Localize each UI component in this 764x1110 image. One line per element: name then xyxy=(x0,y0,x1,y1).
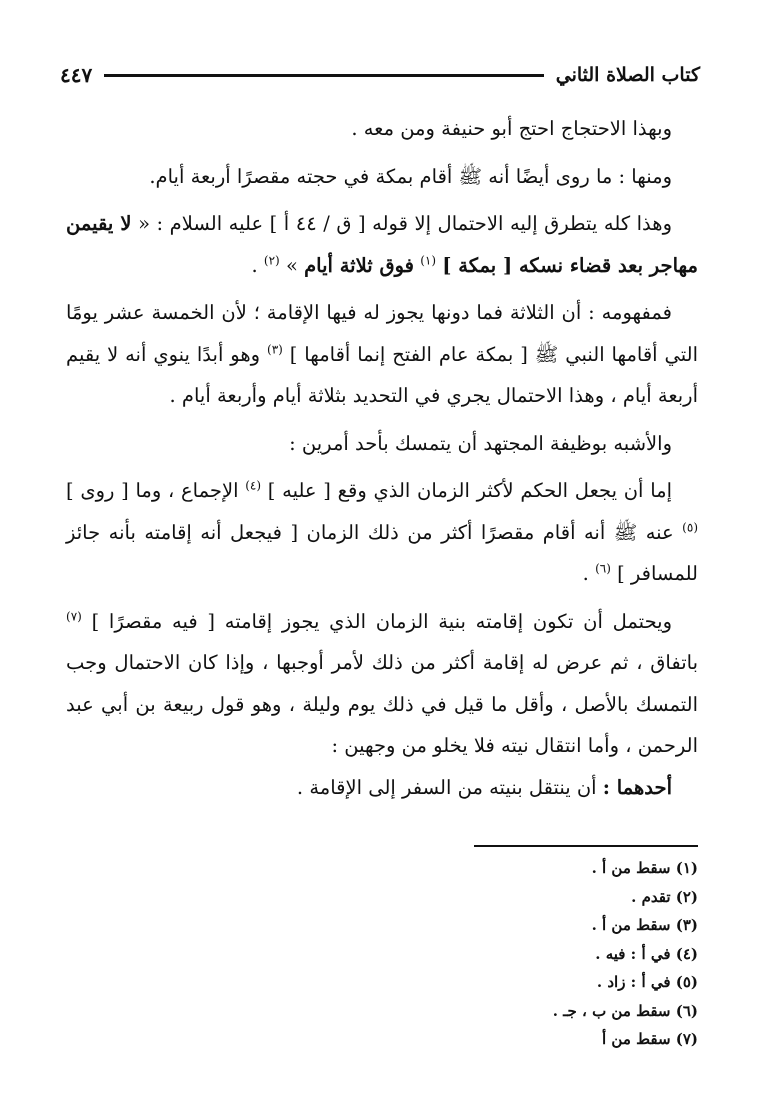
footnote-2: (٢) تقدم . xyxy=(631,887,698,906)
text-segment: فمفهومه : أن الثلاثة فما دونها يجوز له فيها الإقامة ؛ لأن الخمسة عشر يومًا التي أقامها النبي ﷺ [ بمكة عام الفتح إنما أقامها ] xyxy=(66,301,698,366)
paragraph-5: والأشبه بوظيفة المجتهد أن يتمسك بأحد أمرين : xyxy=(289,431,672,455)
text-segment: باتفاق ، ثم عرض له إقامة أكثر من ذلك لأمر أوجبها ، وإذا كان الاحتمال وجب التمسك بالأصل ، وأقل ما قيل في ذلك يوم وليلة ، وهو قول ربيعة بن أبي عبد الرحمن ، وأما انتقال نيته فلا يخلو من وجهين : xyxy=(66,651,698,757)
page-number: ٤٤٧ xyxy=(60,63,93,87)
footnote-4: (٤) في أ : فيه . xyxy=(595,944,698,963)
text-segment: إما أن يجعل الحكم لأكثر الزمان الذي وقع [ عليه ] xyxy=(267,479,672,502)
footnote-ref-4: (٤) xyxy=(245,478,262,493)
paragraph-6 xyxy=(66,470,698,595)
footnote-ref-2: (٢) xyxy=(263,253,280,267)
hadith-text-end: فوق ثلاثة أيام xyxy=(304,253,414,277)
footnote-ref-6: (٦) xyxy=(595,561,611,576)
hadith-text: لا يقيمن مهاجر بعد قضاء نسكه [ بمكة ] xyxy=(66,212,698,277)
footnote-ref-7: (٧) xyxy=(66,609,82,623)
paragraph-7 xyxy=(66,601,698,767)
text-segment: عنه ﷺ أنه أقام مقصرًا أكثر من ذلك الزمان [ فيجعل أنه إقامته بأنه جائز للمسافر ] xyxy=(66,520,698,585)
text-segment: وهذا كله يتطرق إليه الاحتمال إلا قوله [ ق / ٤٤ أ ] عليه السلام : « xyxy=(138,212,672,235)
text-segment: وهو أبدًا ينوي أنه لا يقيم أربعة أيام ، وهذا الاحتمال يجري في التحديد بثلاثة أيام وأربعة أيام . xyxy=(66,342,698,407)
paragraph-8 xyxy=(66,767,698,809)
footnote-ref-1: (١) xyxy=(420,253,437,267)
paragraph-2: ومنها : ما روى أيضًا أنه ﷺ أقام بمكة في حجته مقصرًا أربعة أيام. xyxy=(149,164,672,188)
paragraph-1: وبهذا الاحتجاج احتج أبو حنيفة ومن معه . xyxy=(351,117,672,140)
footnote-7: (٧) سقط من أ xyxy=(602,1030,698,1048)
period: . xyxy=(582,562,589,585)
footnote-1: (١) سقط من أ . xyxy=(591,859,698,877)
running-header xyxy=(60,58,700,92)
footnote-ref-3: (٣) xyxy=(267,342,283,356)
paragraph-3 xyxy=(66,203,698,286)
period: . xyxy=(251,253,258,277)
bold-lead: أحدهما : xyxy=(602,775,672,799)
main-text xyxy=(66,108,698,808)
text-segment: ويحتمل أن تكون إقامته بنية الزمان الذي يجوز إقامته [ فيه مقصرًا ] xyxy=(91,609,673,633)
text-segment: أن ينتقل بنيته من السفر إلى الإقامة . xyxy=(296,775,597,799)
footnote-rule xyxy=(474,845,698,847)
footnote-ref-5: (٥) xyxy=(682,520,698,534)
footnote-6: (٦) سقط من ب ، جـ . xyxy=(552,1001,698,1020)
footnote-3: (٣) سقط من أ . xyxy=(591,916,698,934)
text-segment: الإجماع ، وما [ روى ] xyxy=(66,479,239,502)
quote-close: » xyxy=(285,253,298,277)
footnotes xyxy=(300,854,698,1054)
footnote-5: (٥) في أ : زاد . xyxy=(596,973,698,991)
book-title: كتاب الصلاة الثاني xyxy=(555,64,700,86)
paragraph-4 xyxy=(66,292,698,417)
header-rule xyxy=(104,74,544,77)
